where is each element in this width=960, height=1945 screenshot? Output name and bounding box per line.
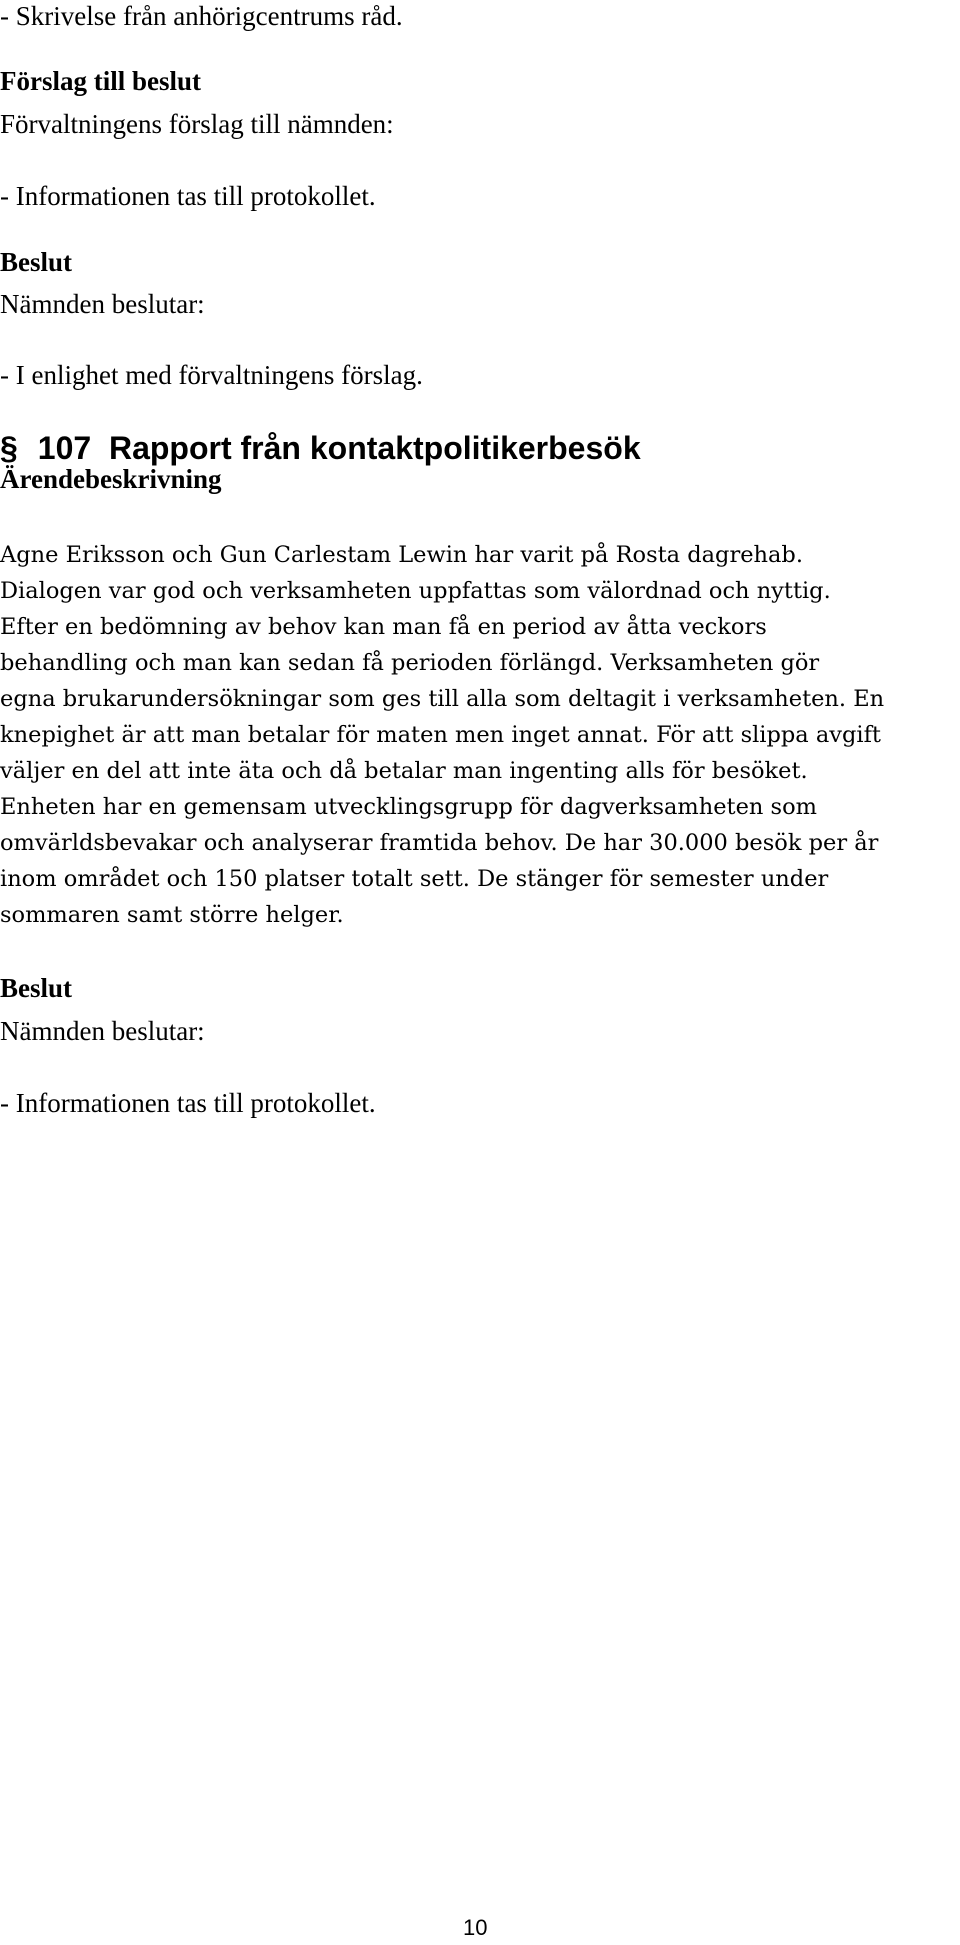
description-line: behandling och man kan sedan få perioden förlängd. Verksamheten gör [0, 650, 820, 676]
beslut-item: - I enlighet med förvaltningens förslag. [0, 360, 423, 390]
section-sign: § [0, 430, 18, 466]
skrivelse-line: - Skrivelse från anhörigcentrums råd. [0, 1, 403, 31]
beslut-heading: Beslut [0, 247, 73, 277]
description-line: sommaren samt större helger. [0, 902, 344, 928]
description-line: knepighet är att man betalar för maten men inget annat. För att slippa avgift [0, 722, 881, 748]
page-number: 10 [463, 1915, 488, 1940]
section-title-text: 107 Rapport från kontaktpolitikerbesök [37, 430, 641, 466]
arendebeskrivning-heading: Ärendebeskrivning [0, 464, 222, 494]
description-line: egna brukarundersökningar som ges till alla som deltagit i verksamheten. En [0, 686, 885, 712]
forslag-till-beslut-heading: Förslag till beslut [0, 66, 201, 96]
section-beslut-item: - Informationen tas till protokollet. [0, 1088, 376, 1118]
description-line: Enheten har en gemensam utvecklingsgrupp för dagverksamheten som [0, 794, 817, 820]
section-beslut-heading: Beslut [0, 973, 73, 1003]
description-line: Agne Eriksson och Gun Carlestam Lewin har varit på Rosta dagrehab. [0, 542, 803, 568]
description-line: väljer en del att inte äta och då betalar man ingenting alls för besöket. [0, 758, 808, 784]
description-line: Efter en bedömning av behov kan man få en period av åtta veckors [0, 614, 767, 640]
section-beslut-intro: Nämnden beslutar: [0, 1016, 205, 1046]
forslag-intro: Förvaltningens förslag till nämnden: [0, 109, 394, 139]
description-paragraph [0, 537, 960, 933]
description-line: inom området och 150 platser totalt sett. De stänger för semester under [0, 866, 829, 892]
beslut-intro: Nämnden beslutar: [0, 289, 205, 319]
description-line: Dialogen var god och verksamheten uppfattas som välordnad och nyttig. [0, 578, 831, 604]
forslag-item: - Informationen tas till protokollet. [0, 181, 376, 211]
description-line: omvärldsbevakar och analyserar framtida behov. De har 30.000 besök per år [0, 830, 879, 856]
